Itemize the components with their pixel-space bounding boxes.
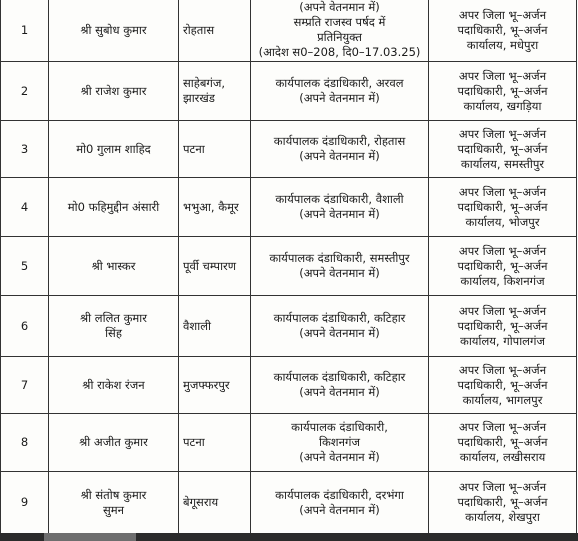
current-post-cell <box>251 472 429 534</box>
new-post-line: अपर जिला भू–अर्जन <box>458 184 547 199</box>
serial-number-cell: 3 <box>1 121 49 178</box>
officer-name-line: श्री ललित कुमार <box>80 311 147 325</box>
table-row <box>1 357 577 414</box>
current-post-line: किशनगंज <box>318 435 361 449</box>
officer-name-cell <box>49 237 179 296</box>
current-post-line: (अपने वेतनमान में) <box>299 450 380 464</box>
new-post-line: पदाधिकारी, भू–अर्जन <box>457 22 548 37</box>
current-post-line: (अपने वेतनमान में) <box>299 207 380 221</box>
new-post-line: कार्यालय, भोजपुर <box>465 214 540 229</box>
new-post-cell <box>429 0 577 62</box>
serial-number-cell: 8 <box>1 414 49 472</box>
officer-name-line: श्री राकेश रंजन <box>82 377 145 392</box>
serial-number-cell: 9 <box>1 472 49 534</box>
table-row <box>1 121 577 178</box>
new-post-line: अपर जिला भू–अर्जन <box>458 243 547 258</box>
new-post-line: पदाधिकारी, भू–अर्जन <box>457 258 548 273</box>
home-district-cell <box>179 0 251 62</box>
officer-name-line: श्री भास्कर <box>91 258 136 273</box>
current-post-line: (अपने वेतनमान में) <box>299 502 380 517</box>
new-post-cell <box>429 62 577 121</box>
new-post-line: पदाधिकारी, भू–अर्जन <box>457 435 548 449</box>
new-post-line: पदाधिकारी, भू–अर्जन <box>457 199 548 214</box>
serial-number-cell: 7 <box>1 357 49 414</box>
officer-name-line: मो0 गुलाम शाहिद <box>76 141 151 156</box>
current-post-line: कार्यपालक दंडाधिकारी, अरवल <box>275 76 404 90</box>
serial-number-cell: 6 <box>1 296 49 357</box>
officer-name-line: सिंह <box>105 326 122 340</box>
officer-name-line: श्री सुबोध कुमार <box>80 22 147 37</box>
current-post-line: (अपने वेतनमान में) <box>299 266 380 280</box>
officer-name-line: श्री राजेश कुमार <box>80 83 147 98</box>
current-post-cell <box>251 121 429 178</box>
new-post-line: अपर जिला भू–अर्जन <box>458 420 547 434</box>
home-district-line: पटना <box>183 435 205 449</box>
current-post-line: कार्यपालक दंडाधिकारी, कटिहार <box>273 311 406 325</box>
current-post-cell <box>251 357 429 414</box>
new-post-cell <box>429 237 577 296</box>
officer-name-cell <box>49 62 179 121</box>
home-district-line: साहेबगंज, <box>183 76 226 90</box>
current-post-line: (अपने वेतनमान में) <box>299 0 380 14</box>
current-post-line: कार्यपालक दंडाधिकारी, दरभंगा <box>275 487 404 502</box>
new-post-cell <box>429 296 577 357</box>
current-post-cell <box>251 62 429 121</box>
current-post-cell <box>251 414 429 472</box>
new-post-line: अपर जिला भू–अर्जन <box>458 362 547 377</box>
table-row <box>1 237 577 296</box>
serial-number-cell: 5 <box>1 237 49 296</box>
officer-name-line: श्री संतोष कुमार <box>80 487 147 502</box>
viewer-bottom-bar <box>0 533 578 541</box>
new-post-cell <box>429 178 577 237</box>
current-post-line: प्रतिनियुक्त <box>317 30 362 44</box>
officer-name-cell <box>49 296 179 357</box>
new-post-line: पदाधिकारी, भू–अर्जन <box>457 377 548 392</box>
current-post-line: कार्यपालक दंडाधिकारी, <box>291 420 388 434</box>
officer-name-line: श्री अजीत कुमार <box>79 435 148 449</box>
serial-number-cell: 2 <box>1 62 49 121</box>
new-post-line: पदाधिकारी, भू–अर्जन <box>457 318 548 333</box>
current-post-cell <box>251 296 429 357</box>
table-row <box>1 0 577 62</box>
officer-name-line: मो0 फहिमुद्दीन अंसारी <box>67 199 160 214</box>
officer-name-cell <box>49 121 179 178</box>
current-post-cell <box>251 0 429 62</box>
current-post-line: कार्यपालक दंडाधिकारी, रोहतास <box>273 134 406 148</box>
current-post-line: (अपने वेतनमान में) <box>299 91 380 105</box>
new-post-cell <box>429 357 577 414</box>
new-post-line: कार्यालय, शेखपुरा <box>465 510 540 524</box>
table-row <box>1 414 577 472</box>
home-district-line: रोहतास <box>183 22 215 37</box>
home-district-cell <box>179 237 251 296</box>
officer-name-cell <box>49 178 179 237</box>
new-post-line: कार्यालय, मधेपुरा <box>466 37 539 52</box>
officer-name-cell <box>49 0 179 62</box>
serial-number-cell: 4 <box>1 178 49 237</box>
home-district-cell <box>179 121 251 178</box>
home-district-line: झारखंड <box>183 91 215 105</box>
table-row <box>1 178 577 237</box>
current-post-line: कार्यपालक दंडाधिकारी, वैशाली <box>275 192 404 206</box>
home-district-cell <box>179 414 251 472</box>
new-post-line: कार्यालय, किशनगंज <box>460 273 545 288</box>
new-post-line: कार्यालय, भागलपुर <box>462 392 543 407</box>
current-post-line: कार्यपालक दंडाधिकारी, समस्तीपुर <box>269 251 410 265</box>
new-post-line: अपर जिला भू–अर्जन <box>458 480 547 494</box>
new-post-line: कार्यालय, गोपालगंज <box>459 333 545 348</box>
current-post-line: (अपने वेतनमान में) <box>299 326 380 340</box>
home-district-line: पूर्वी चम्पारण <box>183 258 237 273</box>
current-post-line: (आदेश स0–208, दि0–17.03.25) <box>258 45 421 59</box>
new-post-line: अपर जिला भू–अर्जन <box>458 126 547 141</box>
serial-number-cell: 1 <box>1 0 49 62</box>
table-row <box>1 62 577 121</box>
new-post-line: कार्यालय, लखीसराय <box>459 450 546 464</box>
home-district-line: पटना <box>183 141 205 156</box>
home-district-cell <box>179 178 251 237</box>
current-post-line: (अपने वेतनमान में) <box>299 385 380 399</box>
home-district-line: मुजफ्फरपुर <box>183 377 230 392</box>
home-district-cell <box>179 296 251 357</box>
new-post-cell <box>429 414 577 472</box>
table-row <box>1 296 577 357</box>
home-district-cell <box>179 62 251 121</box>
new-post-line: कार्यालय, खगड़िया <box>463 98 542 113</box>
home-district-cell <box>179 472 251 534</box>
new-post-cell <box>429 472 577 534</box>
home-district-cell <box>179 357 251 414</box>
new-post-line: कार्यालय, समस्तीपुर <box>460 156 545 171</box>
home-district-line: वैशाली <box>183 318 211 333</box>
viewer-scroll-tab[interactable] <box>44 533 136 541</box>
new-post-line: पदाधिकारी, भू–अर्जन <box>457 83 548 98</box>
home-district-line: बेगूसराय <box>183 495 219 509</box>
table-row <box>1 472 577 534</box>
current-post-cell <box>251 237 429 296</box>
officer-name-cell <box>49 357 179 414</box>
current-post-cell <box>251 178 429 237</box>
home-district-line: भभुआ, कैमूर <box>183 199 239 214</box>
new-post-line: पदाधिकारी, भू–अर्जन <box>457 141 548 156</box>
current-post-line: कार्यपालक दंडाधिकारी, कटिहार <box>273 370 406 384</box>
officer-name-line: सुमन <box>102 502 125 517</box>
current-post-line: (अपने वेतनमान में) <box>299 149 380 163</box>
new-post-line: अपर जिला भू–अर्जन <box>458 303 547 318</box>
new-post-line: अपर जिला भू–अर्जन <box>458 7 547 22</box>
officer-name-cell <box>49 472 179 534</box>
new-post-line: अपर जिला भू–अर्जन <box>458 68 547 83</box>
officer-name-cell <box>49 414 179 472</box>
current-post-line: सम्प्रति राजस्व पर्षद में <box>293 15 386 29</box>
transfer-table-body <box>1 0 577 534</box>
new-post-line: पदाधिकारी, भू–अर्जन <box>457 495 548 509</box>
new-post-cell <box>429 121 577 178</box>
